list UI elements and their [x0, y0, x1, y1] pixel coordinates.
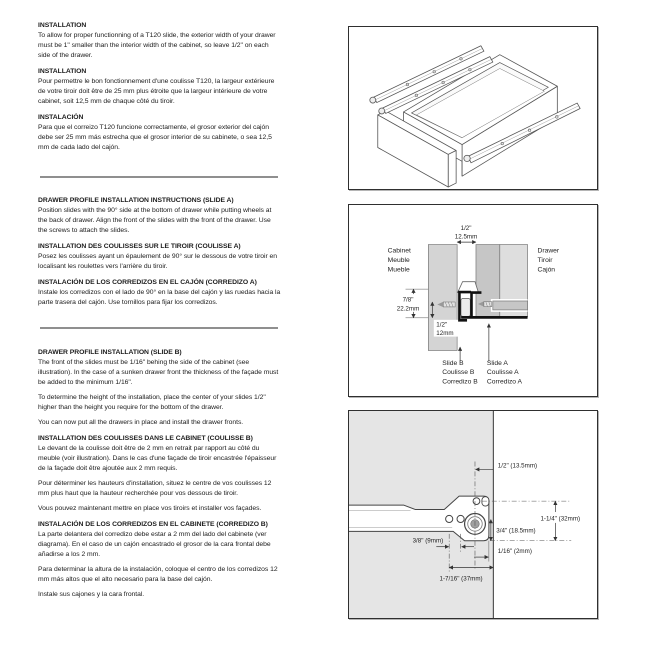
para-slide-b-es-2: Para determinar la altura de la instalación, coloque el centro de los corredizos 12 mm más altos que el alto necesario para la base del cajón. — [38, 566, 278, 583]
svg-text:7/8": 7/8" — [402, 296, 414, 304]
svg-text:1-1/4" (32mm): 1-1/4" (32mm) — [540, 515, 581, 523]
section-installation — [38, 21, 281, 158]
drawer-label — [537, 248, 559, 274]
para-slide-a-en: Position slides with the 90° side at the bottom of drawer while putting wheels at the back of drawer. Align the front of the slides with the front of the drawer. Use the screws to attach the slides. — [38, 207, 272, 234]
side-view-svg — [349, 411, 597, 618]
svg-text:3/8" (9mm): 3/8" (9mm) — [412, 537, 444, 545]
dimension-total-height — [535, 501, 585, 541]
para-slide-b-en-3: You can now put all the drawers in place and install the drawer fronts. — [38, 419, 244, 426]
svg-text:12mm: 12mm — [436, 330, 454, 338]
heading-installation-fr: INSTALLATION — [38, 68, 87, 75]
heading-slide-a-fr: INSTALLATION DES COULISSES SUR LE TIROIR (COULISSE A) — [38, 243, 241, 250]
svg-text:Tiroir: Tiroir — [537, 256, 553, 264]
para-slide-b-es-1: La parte delantera del corredizo debe estar a 2 mm del lado del cabinete (ver diagrama). En el caso de un cajón encastrado el grosor de la cara frontal debe añadirse a los 2 mm. — [38, 531, 271, 558]
drawer-exploded-diagram — [348, 26, 598, 190]
svg-text:1/2" (13.5mm): 1/2" (13.5mm) — [497, 462, 538, 470]
para-slide-a-fr: Posez les coulisses ayant un épaulement de 90° sur le dessous de votre tiroir en localisant les roulettes vers l'arrière du tiroir. — [38, 253, 278, 270]
dimension-gap — [455, 225, 478, 242]
section-slide-a — [38, 196, 281, 313]
para-installation-en: To allow for proper functionning of a T120 slide, the exterior width of your drawer must be 1" smaller than the interior width of the cabinet, so leave 1/2" on each side of the drawer. — [38, 32, 276, 59]
cross-section-diagram — [348, 204, 598, 397]
heading-slide-a-es: INSTALACIÓN DE LOS CORREDIZOS EN EL CAJÓN (CORREDIZO A) — [38, 279, 257, 286]
svg-text:Corredizo A: Corredizo A — [486, 378, 523, 386]
svg-text:1/2": 1/2" — [460, 225, 472, 233]
heading-slide-b-en: DRAWER PROFILE INSTALLATION (SLIDE B) — [38, 349, 182, 356]
svg-text:22.2mm: 22.2mm — [396, 305, 420, 313]
para-installation-fr: Pour permettre le bon fonctionnement d'une coulisse T120, la largeur extérieure de votre tiroir doit être de 25 mm plus étroite que la largeur intérieure de votre cabinet, soit 12,5 mm de chaque côté du tiroir. — [38, 78, 275, 105]
dimension-bottom — [491, 519, 536, 540]
svg-text:3/4" (18.5mm): 3/4" (18.5mm) — [496, 527, 536, 535]
svg-text:Meuble: Meuble — [387, 256, 410, 264]
svg-text:1-7/16" (37mm): 1-7/16" (37mm) — [439, 575, 483, 583]
svg-text:Cajón: Cajón — [537, 266, 556, 274]
svg-text:1/16" (2mm): 1/16" (2mm) — [497, 548, 532, 556]
side-view-diagram — [348, 410, 598, 619]
para-installation-es: Para que el correizo T120 funcione correctamente, el grosor exterior del cajón debe ser 25 mm más estrecha que el grosor interior de su cabinete, o sea 12,5 mm de cada lado del cajón. — [38, 124, 272, 151]
para-slide-b-fr-3: Vous pouvez maintenant mettre en place vos tiroirs et installer vos façades. — [38, 505, 262, 512]
svg-text:Corredizo B: Corredizo B — [442, 378, 478, 386]
dimension-height — [393, 289, 429, 318]
svg-text:Slide B: Slide B — [442, 359, 464, 367]
drawer-exploded-svg — [349, 27, 597, 189]
slide-a-label — [487, 324, 523, 386]
para-slide-a-es: Instale los corredizos con el lado de 90° en la base del cajón y las ruedas hacia la parte trasera del cajón. Use tornillos para fijar los corredizos. — [38, 289, 281, 306]
slide-b-label — [442, 347, 478, 386]
heading-installation-en: INSTALLATION — [38, 22, 87, 29]
para-slide-b-en-2: To determine the height of the installation, place the center of your slides 1/2" higher than the height you require for the bottom of the drawer. — [38, 394, 266, 411]
divider-line — [40, 176, 278, 178]
svg-text:Drawer: Drawer — [537, 247, 560, 255]
para-slide-b-en-1: The front of the slides must be 1/16" behing the side of the cabinet (see illustration). In the case of a sunken drawer front the thickness of the façade must be added to the minimum 1/16". — [38, 359, 279, 386]
heading-slide-b-fr: INSTALLATION DES COULISSES DANS LE CABINET (COULISSE B) — [38, 435, 253, 442]
para-slide-b-fr-1: Le devant de la coulisse doit être de 2 mm en retrait par rapport au côté du meuble (voir illustration). Dans le cas d'une façade de tiroir encastrée l'épaisseur de la façade doit être ajoutée aux 2 mm requis. — [38, 445, 277, 472]
svg-text:Slide A: Slide A — [486, 359, 508, 367]
svg-text:Cabinet: Cabinet — [387, 247, 411, 255]
heading-slide-a-en: DRAWER PROFILE INSTALLATION INSTRUCTIONS (SLIDE A) — [38, 197, 234, 204]
para-slide-b-es-3: Instale sus cajones y la cara frontal. — [38, 591, 145, 598]
svg-text:1/2": 1/2" — [436, 321, 448, 329]
section-slide-b — [38, 348, 281, 605]
heading-slide-b-es: INSTALACIÓN DE LOS CORREDIZOS EN EL CABINETE (CORREDIZO B) — [38, 521, 268, 528]
cabinet-label — [388, 248, 411, 274]
para-slide-b-fr-2: Pour déterminer les hauteurs d'installation, situez le centre de vos coulisses 12 mm plus haut que la hauteur recherchée pour vos dessous de tiroir. — [38, 480, 272, 497]
svg-text:Mueble: Mueble — [387, 266, 410, 274]
heading-installation-es: INSTALACIÓN — [38, 114, 84, 121]
slide-roller — [461, 299, 470, 317]
svg-text:12.5mm: 12.5mm — [454, 233, 478, 241]
divider-line — [40, 327, 278, 329]
svg-text:Coulisse A: Coulisse A — [486, 369, 519, 377]
cross-section-svg — [349, 205, 597, 396]
svg-text:Coulisse B: Coulisse B — [442, 369, 475, 377]
